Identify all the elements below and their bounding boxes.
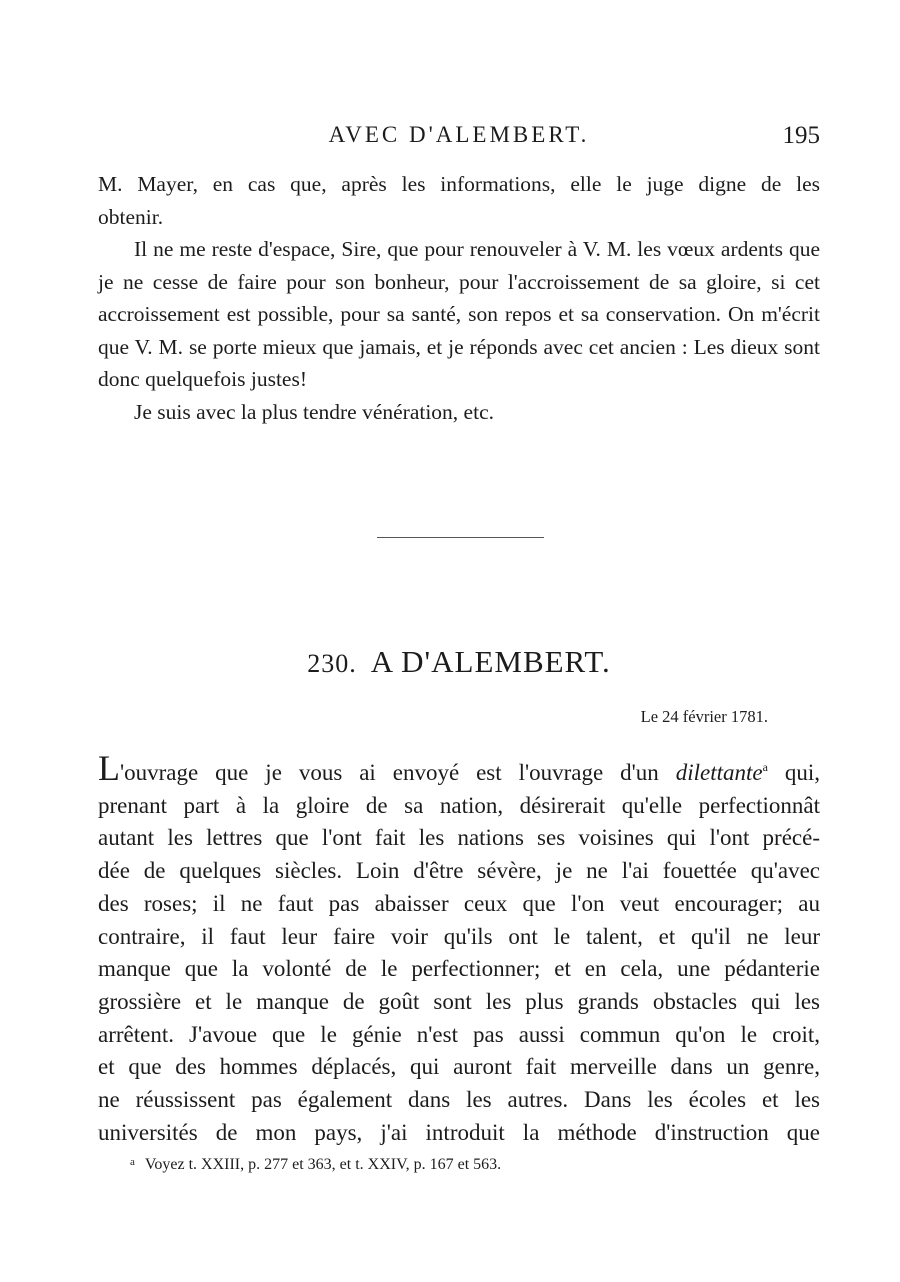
running-head — [98, 122, 820, 156]
footnote-mark: a — [130, 1156, 135, 1168]
continuation-line: M. Mayer, en cas que, après les informations, elle le juge digne de les — [98, 172, 820, 196]
footnote-text: Voyez t. XXIII, p. 277 et 363, et t. XXIV, p. 167 et 563. — [144, 1156, 502, 1173]
body-line: manque que la volonté de le perfectionner; et en cela, une pédanterie — [98, 956, 820, 982]
continuation-line: obtenir. — [98, 204, 164, 229]
letter-heading — [98, 644, 820, 680]
body-line — [98, 750, 820, 790]
letter-body — [98, 750, 820, 1149]
footnote-ref: a — [762, 760, 768, 774]
letter-title: A D'ALEMBERT. — [370, 644, 611, 679]
closing-paragraph: Il ne me reste d'espace, Sire, que pour renouveler à V. M. les vœux ardents que je ne cesse de faire pour son bonheur, pour l'accroissement de sa gloire, si cet accroissement est possible, pour sa santé, son repos et sa conservation. On m'écrit que V. M. se porte mieux que jamais, et je réponds avec cet ancien : Les dieux sont donc quelquefois justes! — [98, 237, 820, 391]
italic-word: dilettante — [675, 760, 763, 785]
body-line: grossière et le manque de goût sont les plus grands obstacles qui les — [98, 988, 820, 1014]
running-title: AVEC D'ALEMBERT. — [328, 122, 590, 147]
body-line: arrêtent. J'avoue que le génie n'est pas aussi commun qu'on le croit, — [98, 1021, 820, 1047]
page-number: 195 — [782, 122, 820, 149]
body-line: ne réussissent pas également dans les autres. Dans les écoles et les — [98, 1087, 820, 1113]
body-line: dée de quelques siècles. Loin d'être sévère, je ne l'ai fouettée qu'avec — [98, 858, 820, 884]
body-line: autant les lettres que l'ont fait les nations ses voisines qui l'ont précé- — [98, 825, 820, 851]
body-line-text: qui, — [767, 760, 820, 785]
body-line: des roses; il ne faut pas abaisser ceux que l'on veut encourager; au — [98, 890, 820, 916]
valediction: Je suis avec la plus tendre vénération, etc. — [134, 399, 494, 424]
body-line: universités de mon pays, j'ai introduit la méthode d'instruction que — [98, 1119, 820, 1145]
letter-number: 230. — [307, 649, 357, 678]
drop-cap: L — [98, 748, 120, 788]
body-line: et que des hommes déplacés, qui auront fait merveille dans un genre, — [98, 1054, 820, 1080]
body-line-text: 'ouvrage que je vous ai envoyé est l'ouvrage d'un — [120, 760, 676, 785]
footnote — [130, 1156, 820, 1174]
letter-date: Le 24 février 1781. — [640, 707, 768, 726]
section-divider — [377, 537, 544, 538]
body-line: prenant part à la gloire de sa nation, désirerait qu'elle perfectionnât — [98, 792, 820, 818]
body-line: contraire, il faut leur faire voir qu'ils ont le talent, et qu'il ne leur — [98, 923, 820, 949]
previous-letter-end — [98, 168, 820, 428]
